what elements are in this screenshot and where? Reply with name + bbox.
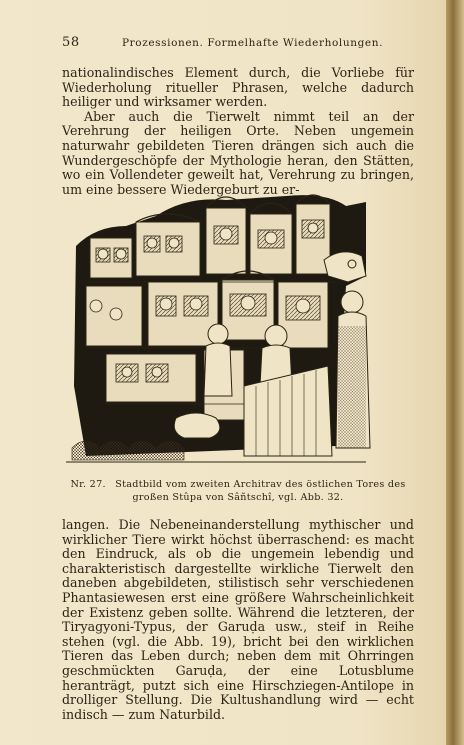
paragraph: nationalindisches Element durch, die Vorliebe für Wiederholung ritueller Phrasen, welche dadurch heiliger und wirksamer werden. xyxy=(62,65,414,110)
figure-caption xyxy=(62,478,414,504)
page-header xyxy=(62,36,420,52)
book-spine-edge xyxy=(446,0,464,745)
figure-label: Nr. 27. xyxy=(70,479,106,490)
paragraph: langen. Die Nebeneinanderstellung mythischer und wirklicher Tiere wirkt höchst überraschend: es macht den Eindruck, als ob die ungemein lebendig und charakteristisch dargestellte wirkliche Tierwelt den daneben abgebildeten, stilistisch sehr verschiedenen Phantasiewesen erst eine größere Wahrscheinlichkeit der Existenz geben sollte. Während die letzteren, der Tiryagyoni-Typus, der Garuḍa usw., steif in Reihe stehen (vgl. die Abb. 19), bricht bei den wirklichen Tieren das Leben durch; neben dem mit Ohrringen geschmückten Garuḍa, der eine Lotusblume heranträgt, putzt sich eine Hirschziegen-Antilope in drolliger Stellung. Die Kultushandlung wird — echt indisch — zum Naturbild. xyxy=(62,517,414,722)
figure-caption-text: Stadtbild vom zweiten Architrav des östlichen Tores des großen Stûpa von Sâñtschî, vgl. Abb. 32. xyxy=(115,479,406,503)
page-number: 58 xyxy=(62,35,80,50)
running-title: Prozessionen. Formelhafte Wiederholungen. xyxy=(122,37,384,49)
relief-illustration xyxy=(66,186,402,468)
body-text-bottom xyxy=(62,518,414,722)
body-text-top xyxy=(62,66,414,197)
paragraph: Aber auch die Tierwelt nimmt teil an der Verehrung der heiligen Orte. Neben ungemein naturwahr gebildeten Tieren drängen sich auch die Wundergeschöpfe der Mythologie heran, den Stätten, wo ein Vollendeter geweilt hat, Verehrung zu bringen, um eine bessere Wiedergeburt zu er- xyxy=(62,108,414,197)
